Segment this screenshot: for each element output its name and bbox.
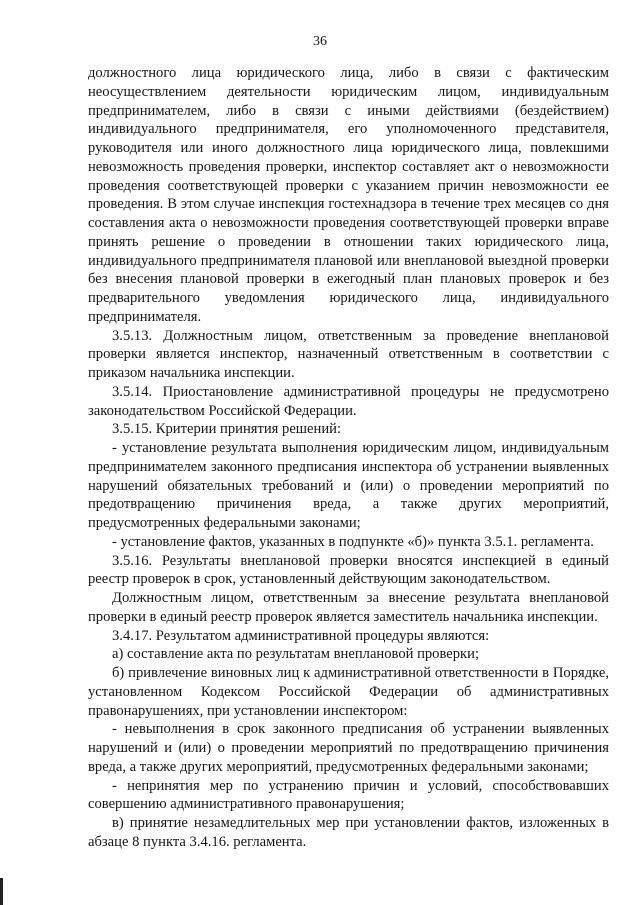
paragraph-continuation: должностного лица юридического лица, либо в связи с фактическим неосуществлением деятельности юридическим лицом, индивидуальным предпринимателем, либо в связи с иными действиями (бездействием) индивидуального предпринимателя, его уполномоченного представителя, руководителя или иного должностного лица юридического лица, повлекшими невозможность проведения проверки, инспектор составляет акт о невозможности проведения соответствующей проверки с указанием причин невозможности ее проведения. В этом случае инспекция гостехнадзора в течение трех месяцев со дня составления акта о невозможности проведения соответствующей проверки вправе принять решение о проведении в отношении таких юридического лица, индивидуального предпринимателя плановой или внеплановой выездной проверки без внесения плановой проверки в ежегодный план плановых проверок и без предварительного уведомления юридического лица, индивидуального предпринимателя. bbox=[88, 65, 609, 325]
result-item-c: в) принятие незамедлительных мер при установлении фактов, изложенных в абзаце 8 пункта 3.4.16. регламента. bbox=[88, 815, 609, 850]
criteria-item-2: - установление фактов, указанных в подпункте «б)» пункта 3.5.1. регламента. bbox=[112, 533, 594, 550]
criteria-item-1: - установление результата выполнения юридическим лицом, индивидуальным предпринимателем законного предписания инспектора об устранении выявленных нарушений обязательных требований и (или) о проведении мероприятий по предотвращению причинения вреда, а также других мероприятий, предусмотренных федеральными законами; bbox=[88, 440, 609, 531]
paragraph-3-5-15: 3.5.15. Критерии принятия решений: bbox=[112, 421, 342, 438]
paragraph-3-5-14: 3.5.14. Приостановление административной процедуры не предусмотрено законодательством Российской Федерации. bbox=[88, 383, 609, 419]
page-number: 36 bbox=[313, 34, 327, 49]
document-body bbox=[88, 64, 609, 852]
paragraph-3-5-16: 3.5.16. Результаты внеплановой проверки вносятся инспекцией в единый реестр проверок в срок, установленный действующим законодательством. bbox=[88, 552, 609, 588]
result-item-a: а) составление акта по результатам внеплановой проверки; bbox=[112, 646, 480, 663]
result-item-b-sub-1: - невыполнения в срок законного предписания об устранении выявленных нарушений и (или) о проведении мероприятий по предотвращению причинения вреда, а также других мероприятий, предусмотренных федеральными законами; bbox=[88, 721, 609, 775]
paragraph-3-4-17: 3.4.17. Результатом административной процедуры являются: bbox=[112, 627, 490, 644]
scan-edge-mark bbox=[0, 878, 3, 905]
result-item-b-sub-2: - непринятия мер по устранению причин и условий, способствовавших совершению административного правонарушения; bbox=[88, 777, 609, 813]
result-item-b: б) привлечение виновных лиц к административной ответственности в Порядке, установленном Кодексом Российской Федерации об административных правонарушениях, при установлении инспектором: bbox=[88, 665, 609, 719]
paragraph-3-5-13: 3.5.13. Должностным лицом, ответственным за проведение внеплановой проверки является инспектор, назначенный ответственным в соответствии с приказом начальника инспекции. bbox=[88, 327, 609, 381]
paragraph-responsible-person: Должностным лицом, ответственным за внесение результата внеплановой проверки в единый реестр проверок является заместитель начальника инспекции. bbox=[88, 590, 609, 625]
